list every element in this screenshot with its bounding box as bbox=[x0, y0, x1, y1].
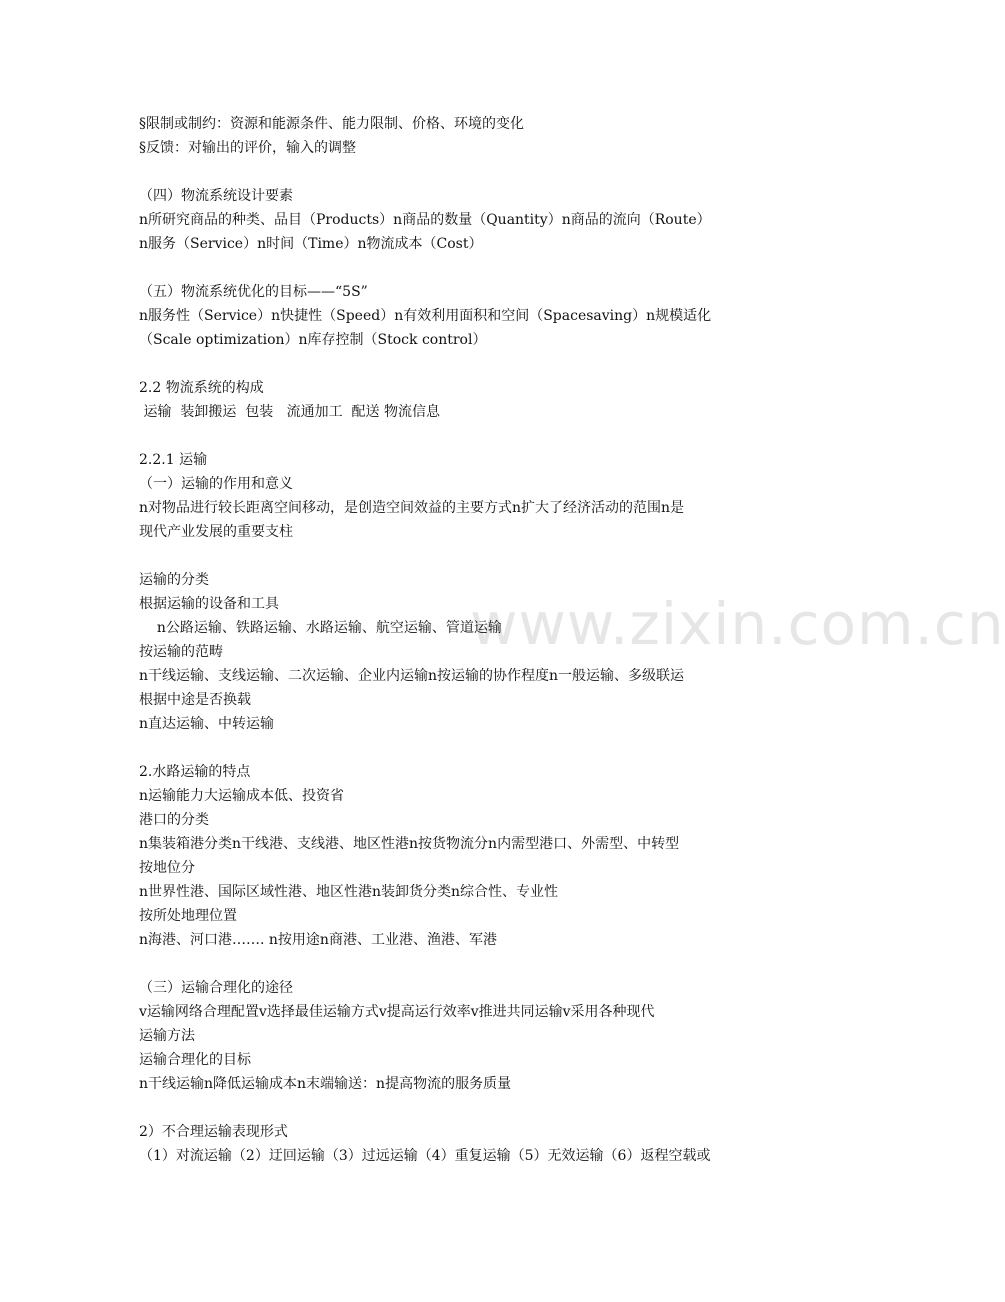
text-line: 2）不合理运输表现形式 bbox=[139, 1124, 288, 1140]
text-line: n世界性港、国际区域性港、地区性港n装卸货分类n综合性、专业性 bbox=[139, 884, 559, 900]
text-line: v运输网络合理配置v选择最佳运输方式v提高运行效率v推进共同运输v采用各种现代 bbox=[139, 1004, 655, 1020]
text-line: n所研究商品的种类、品目（Products）n商品的数量（Quantity）n商品的流向（Route） bbox=[139, 212, 711, 228]
blank-line bbox=[139, 544, 784, 568]
text-line: 运输的分类 bbox=[139, 572, 209, 588]
blank-line bbox=[139, 256, 784, 280]
text-line: （四）物流系统设计要素 bbox=[139, 188, 293, 204]
text-line: 现代产业发展的重要支柱 bbox=[139, 524, 293, 540]
text-line: 运输合理化的目标 bbox=[139, 1052, 251, 1068]
text-line: 按地位分 bbox=[139, 860, 195, 876]
text-line: 港口的分类 bbox=[139, 812, 209, 828]
text-line: 运输方法 bbox=[139, 1028, 195, 1044]
text-line: n海港、河口港……. n按用途n商港、工业港、渔港、军港 bbox=[139, 932, 497, 948]
text-line: 根据运输的设备和工具 bbox=[139, 596, 279, 612]
blank-line bbox=[139, 352, 784, 376]
text-line: （五）物流系统优化的目标——“5S” bbox=[139, 284, 368, 300]
blank-line bbox=[139, 952, 784, 976]
text-line: n集装箱港分类n干线港、支线港、地区性港n按货物流分n内需型港口、外需型、中转型 bbox=[139, 836, 680, 852]
text-line: （三）运输合理化的途径 bbox=[139, 980, 293, 996]
text-line: n公路运输、铁路运输、水路运输、航空运输、管道运输 bbox=[139, 620, 502, 636]
text-line: 2.2 物流系统的构成 bbox=[139, 380, 264, 396]
text-line: n干线运输n降低运输成本n末端输送：n提高物流的服务质量 bbox=[139, 1076, 512, 1092]
document-body bbox=[139, 112, 784, 1168]
text-line: 2.2.1 运输 bbox=[139, 452, 208, 468]
text-line: n服务性（Service）n快捷性（Speed）n有效利用面积和空间（Spacesaving）n规模适化 bbox=[139, 308, 712, 324]
blank-line bbox=[139, 424, 784, 448]
text-line: §限制或制约：资源和能源条件、能力限制、价格、环境的变化 bbox=[139, 116, 524, 132]
text-line: n直达运输、中转运输 bbox=[139, 716, 275, 732]
text-line: 按所处地理位置 bbox=[139, 908, 237, 924]
text-line: n干线运输、支线运输、二次运输、企业内运输n按运输的协作程度n一般运输、多级联运 bbox=[139, 668, 685, 684]
text-line: 2.水路运输的特点 bbox=[139, 764, 251, 780]
text-line: n对物品进行较长距离空间移动，是创造空间效益的主要方式n扩大了经济活动的范围n是 bbox=[139, 500, 685, 516]
text-line: 根据中途是否换载 bbox=[139, 692, 251, 708]
text-line: 按运输的范畴 bbox=[139, 644, 223, 660]
text-line: （Scale optimization）n库存控制（Stock control） bbox=[139, 332, 487, 348]
text-line: （1）对流运输（2）迂回运输（3）过远运输（4）重复运输（5）无效运输（6）返程空载或 bbox=[139, 1148, 711, 1164]
text-line: n运输能力大运输成本低、投资省 bbox=[139, 788, 345, 804]
text-line: §反馈：对输出的评价，输入的调整 bbox=[139, 140, 356, 156]
text-line: （一）运输的作用和意义 bbox=[139, 476, 293, 492]
blank-line bbox=[139, 736, 784, 760]
blank-line bbox=[139, 1096, 784, 1120]
text-line: n服务（Service）n时间（Time）n物流成本（Cost） bbox=[139, 236, 483, 252]
blank-line bbox=[139, 160, 784, 184]
text-line: 运输 装卸搬运 包装 流通加工 配送 物流信息 bbox=[139, 404, 440, 420]
watermark-text: www.zixin.com.cn bbox=[470, 590, 1005, 658]
